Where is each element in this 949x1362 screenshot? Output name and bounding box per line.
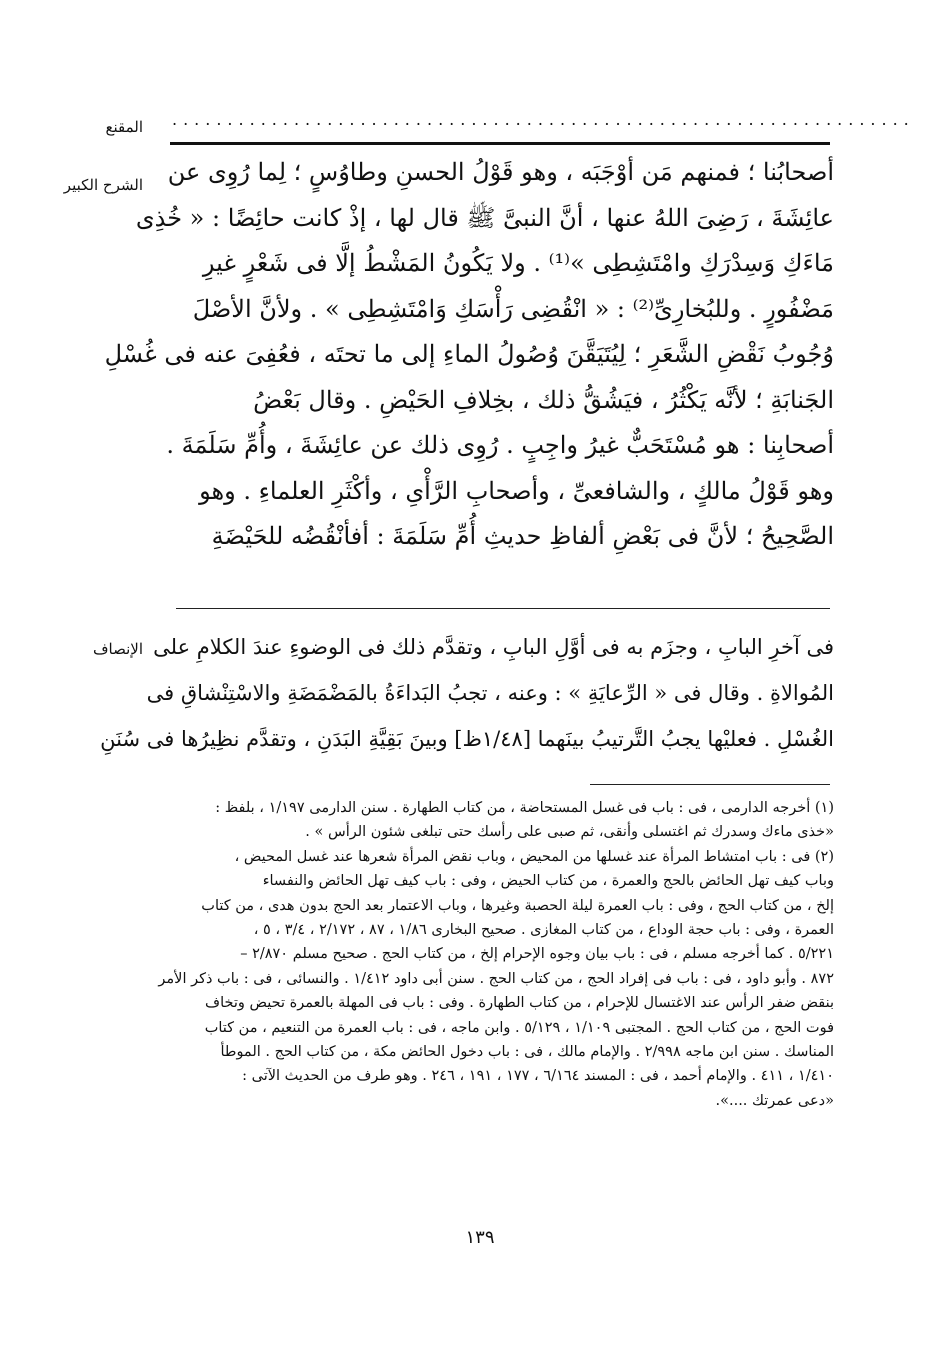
main-commentary-text [104, 150, 834, 560]
main-text-line: الجَنابَةِ ؛ لأنَّه يَكْثُرُ ، فيَشُقُّ ذلك ، بخِلافِ الحَيْضِ . وقال بَعْضُ [253, 385, 834, 414]
insaf-text-line: المُوالاةِ . وقال فى « الرِّعايَةِ » : وعنه ، تجبُ البَداءَةُ بالمَضْمَضَةِ والاسْتِنْشاقِ فى [146, 681, 834, 705]
footnote-line: ١/٤١٠ ، ٤١١ . والإمام أحمد ، فى : المسند ٦/١٦٤ ، ١٧٧ ، ١٩١ ، ٢٤٦ . وهو طرف من الحديث الآتى : [242, 1068, 834, 1085]
insaf-text-line: فى آخرِ البابِ ، وجزَم به فى أوَّلِ البابِ ، وتقدَّم ذلك فى الوضوءِ عندَ الكلامِ على [153, 635, 834, 659]
footnote-separator [590, 784, 830, 785]
footnote-line: «دعى عمرتك ....». [715, 1092, 834, 1109]
header-rule [170, 142, 830, 145]
footnote-line: (١) أخرجه الدارمى ، فى : باب فى غسل المستحاضة ، من كتاب الطهارة . سنن الدارمى ١/١٩٧ ، بلفظ : [215, 800, 834, 816]
footnote-line: المناسك . سنن ابن ماجه ٢/٩٩٨ . والإمام مالك ، فى : باب دخول الحائض مكة ، من كتاب الحج . الموطأ [220, 1043, 834, 1060]
main-text-line: مَضْفُورٍ . وللبُخارِىِّ⁽²⁾ : « انْقُضِى رَأْسَكِ وَامْتَشِطِى » . ولأنَّ الأصْلَ [192, 294, 834, 323]
footnote-line: فوت الحج ، من كتاب الحج . المجتبى ١/١٠٩ ، ٥/١٢٩ . وابن ماجه ، فى : باب العمرة من التنعيم ، من كتاب [204, 1019, 834, 1036]
footnote-line: بنقض ضفر الرأس عند الاغتسال للإحرام ، من كتاب الطهارة . وفى : باب فى المهلة بالعمرة تحيض وتخاف [205, 995, 834, 1012]
main-text-line: أصحابُنا ؛ فمنهم مَن أوْجَبَه ، وهو قَوْلُ الحسنِ وطاوُسٍ ؛ لِما رُوِى عن [167, 158, 834, 186]
footnote-line: وباب كيف تهل الحائض بالحج والعمرة ، من كتاب الحيض ، وفى : باب كيف تهل الحائض والنفساء [262, 873, 834, 890]
section-divider [176, 608, 830, 609]
footnote-line: «خذى ماءك وسدرك ثم اغتسلى وأنقى، ثم صبى على رأسك حتى تبلغى شئون الرأس » . [305, 824, 834, 841]
page-number: ١٣٩ [465, 1227, 495, 1248]
footnote-line: إلخ ، من كتاب الحج ، وفى : باب العمرة ليلة الحصبة وغيرها ، وباب الاعتمار بعد الحج بدون هدى ، من كتاب [201, 897, 834, 914]
book-title-label: المقنع [105, 118, 143, 136]
footnote-line: العمرة ، وفى : باب حجة الوداع ، من كتاب المغازى . صحيح البخارى ١/٨٦ ، ٨٧ ، ٢/١٧٢ ، ٣/٤ ، ٥ ، [253, 921, 834, 938]
main-text-line: مَاءَكِ وَسِدْرَكِ وامْتَشِطِى »⁽¹⁾ . ولا يَكُونُ المَشْطُ إلَّا فى شَعْرٍ غيرِ [202, 249, 834, 277]
main-text-line: عائِشَةَ ، رَضِىَ اللهُ عنها ، أنَّ النبىَّ ﷺ قال لها ، إذْ كانت حائِضًا : « خُذِى [135, 203, 834, 232]
insaf-text-line: الغُسْلِ . فعليْها يجبُ التَّرتيبُ بينَهما [١/٤٨ظ] وبينَ بَقِيَّةِ البَدَنِ ، وتقدَّم نظِيرُها فى سُنَنِ [100, 727, 834, 751]
main-text-line: أصحابِنا : هو مُسْتَحَبٌّ غيرُ واجِبٍ . رُوِى ذلك عن عائِشَةَ ، وأُمِّ سَلَمَةَ . [166, 431, 834, 459]
main-text-line: وهو قَوْلُ مالكٍ ، والشافعىِّ ، وأصحابِ الرَّأْىِ ، وأكْثَرِ العلماءِ . وهو [199, 476, 834, 505]
main-text-line: الصَّحِيحُ ؛ لأنَّ فى بَعْضِ ألفاظِ حديثِ أُمِّ سَلَمَةَ : أفأنْقُضُه للحَيْضَةِ [211, 522, 834, 550]
insaf-section-label: الإنصاف [92, 640, 143, 658]
main-text-line: وُجُوبُ نَقْضِ الشَّعَرِ ؛ لِيُتَيَقَّنَ وُصُولُ الماءِ إلى ما تحتَه ، فعُفِىَ عنه فى غُسْلِ [104, 340, 834, 368]
sharh-section-label: الشرح الكبير [63, 176, 143, 194]
footnote-line: (٢) فى : باب امتشاط المرأة عند غسلها من المحيض ، وباب نقض المرأة شعرها عند غسل المحيض ، [234, 848, 834, 865]
footnotes [158, 796, 834, 1113]
footnote-line: ٥/٢٢١ . كما أخرجه مسلم ، فى : باب بيان وجوه الإحرام إلخ ، من كتاب الحج . صحيح مسلم ٢/٨٧٠ – [240, 946, 834, 963]
footnote-line: ٨٧٢ . وأبو داود ، فى : باب فى إفراد الحج ، من كتاب الحج . سنن أبى داود ١/٤١٢ . والنسائى ، فى : باب ذكر الأمر [158, 970, 834, 987]
header-dotted-line: ................................................................... [172, 110, 915, 129]
